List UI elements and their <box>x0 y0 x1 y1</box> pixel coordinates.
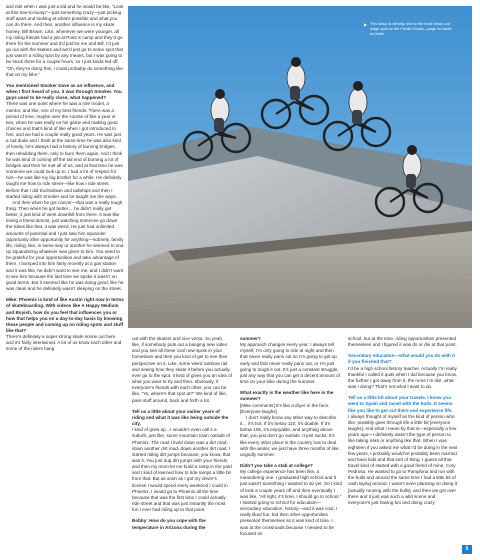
answer-paragraph: And then when he got cancer—that was a really tough thing. Then when he got better… he didn’t really get better, it just kind of went downhill from there. It was like losing a friend almost, just watching someone go down the tubes like that, it was weird. He just had unlimited amounts of potential and I just saw him squander opportunity after opportunity for anything—sobriety, family life, riding, like, in some way or another he seemed to end up squandering whatever was given to him. You need to be grateful for your opportunities and take advantage of them. I bumped into him fairly recently at a gas station and it was like, he didn’t want to see me, and I didn’t want to see him because the last time we spoke it wasn’t on good terms. But it seemed like he was doing good, like he was clean and he definitely wasn’t sleeping on the street. <box>6 199 124 292</box>
interview-question: Bobby: How do you cope with the temperature in Arizona during the <box>132 518 206 530</box>
interview-question: Didn’t you take a stab at college? <box>240 462 313 468</box>
interview-question: Tell us a little bit about your travels. I know you went to Spain and raced with the bulls. It seems like you like to get out there and experience life. <box>348 395 453 413</box>
interview-question: You mentioned Smoker Dave as an influence, and when I first heard of you, it was through Smoker. You guys used to be really close, what happened? <box>6 82 122 101</box>
answer-paragraph: I always thought of myself as the kind of person who like, possibly goes through life a little bit [everyone laughs]. And what I mean by that is—especially a few years ago—I definitely wasn’t the type of person to like taking risks or anything like that. When I was eighteen if you asked me what I’d be doing in the next few years, I probably would’ve probably been married and have kids and that sort of thing. I guess all that travel kind of started with a good friend of mine, Cory Pedrosa. He wanted to go to Pamplona and run with the bulls and around the same time I had a little bit of cash laying around. I wasn’t even planning on doing it [actually running with the bulls], and then we got over there and it just was such a wild scene and everyone’s just having fun and doing crazy <box>348 413 458 505</box>
interview-question: Mike: Phoenix is kind of like Austin right now in terms of skateboarding. With videos like A Happy Medium and Boyish, how do you feel that influences you or how that helps you on a day-to-day basis by knowing these people and coming up on riding spots and stuff like that? <box>6 297 124 333</box>
interview-question: summer? <box>240 336 261 341</box>
answer-paragraph: My college experience has been like, a meandering one. I graduated high school and it just wasn’t something I wanted to do yet. So I kind of took a couple years off and then eventually I was like, “All right, it’s time, I should go to school.” I started going to school for education—secondary education, history—and it was cool, I really liked fun, but then other opportunities presented themselves so it was kind of time. I was at the crossroads because I needed to be focused on <box>240 469 342 536</box>
article-column-4 <box>348 336 458 506</box>
answer-paragraph: [Mike comments] It’s like a dryer in the face. [Everyone laughs] <box>240 402 330 414</box>
answer-paragraph: There’s definitely a super strong skate scene out here and it’s fairly intertwined. A lot of us know each other and some of the riders hang <box>6 334 122 352</box>
interview-question: Tell us a little about your earlier years of riding and what it was like being outside the city. <box>132 408 229 427</box>
article-column-3 <box>240 336 342 537</box>
answer-paragraph: out with the skaters and vice versa. So yeah, like, if somebody puts out a banging new video and you see all these cool new spots in your hometown and then you kind of get to see their perspective on it. Like, some weird rainbow rail and seeing how they skate it before you actually ever go to the spot, it kind of gives you an idea of what you want to try and then, obviously, if everyone’s friends with each other, you can be like, “Yo, where’s that spot at?” We kind of like, pass stuff around, back and forth a lot. <box>132 336 232 403</box>
article-column-2 <box>132 336 232 531</box>
photo-caption: This setup is directly next to the most blown-out ledge spot on the Pacific Ocean—page no booth no limits <box>370 22 452 36</box>
interview-question: Secondary education—what would you do with it if you finished that? <box>348 353 455 365</box>
page-number: 5 <box>462 545 472 554</box>
interview-question: What exactly is the weather like here in the summer? <box>240 390 334 402</box>
caption-arrow-icon: ▶ <box>364 22 368 27</box>
answer-paragraph: My approach changes every year. I always tell myself, I’m only going to ride at night and then that never really pans out so I’m going to get up early and that never really pans out, or I’m just going to tough it out. It’s just a constant struggle, just any way that you can get a decent amount of time on your bike during the summer. <box>240 342 340 385</box>
multi-exposure-image <box>128 6 472 328</box>
answer-paragraph: I kind of grew up…I wouldn’t even call it a suburb, just like, some mountain town outside of Phoenix. The road I lived down was a dirt road, down another dirt road, down another dirt road. I started riding dirt jumps because, you know, that was it. You just dug dirt jumps with your friends and then my mom let me build a ramp in the yard and I kind of learned how to ride ramps a little bit from that. But as soon as I got my driver’s license I would spend every weekend I could in Phoenix. I would go to Phoenix all the time because that was the first time I could actually ride street and that was just instantly the most fun I ever had riding up to that point. <box>132 427 232 513</box>
article-column-1 <box>6 4 124 353</box>
answer-paragraph: school, but at the time, riding opportunities presented themselves and I figured it was do or die at that point. <box>348 336 457 348</box>
bmx-rider-photo <box>128 6 472 328</box>
answer-paragraph: There was one point where he was a role model, a mentor, and like, one of my best friends. There was a period of time, maybe over the course of like a year or two, when he was really on his game and making good choices and that’s kind of like when I got introduced to him, and we had a couple really good years. He was just a rad dude and I think at the same time he was also kind of lonely, he’s always had a history of burning bridges, then rebuilding them, only to burn them again. And I think he was kind of coming off the tail end of burning a lot of bridges and then he met all of us, and at that time he was someone we could look up to. I had a lot of respect for him—he was like my big brother for a while. He definitely taught me how to ride street—like how I ride street. Before that I did trucksdown and tailwhips and then I started riding with Smoker and he taught me the ways. <box>6 101 123 199</box>
answer-paragraph: and ride when I was just a kid and he would be like, “Look at this tree-to-bump”—just something crazy—just picking stuff apart and looking at what’s possible and what you can do there. And then, another influence is my skate homey, Bill Brown. Like, whenever we were younger, all my riding friends had a job at Point X camp and they’d go there for the summer and it’d just be me and Bill. I’d just go out with the skaters and we’d just go to some spot that just wasn’t a riding spot by any means, but I was going to be stuck there for a couple hours, so I just kinda fed off, “Oh, they’re doing this, I could probably do something like that on my bike.” <box>6 4 124 77</box>
answer-paragraph: I don’t really know any other way to describe it… it’s hot. If it’s below 110, it’s doable. If it’s below 105, it’s enjoyable, and anything above that, you just don’t go outside. It just sucks. It’s like every other place in the country has to deal with the winter, we just have three months of like, ungodly summer. <box>240 414 340 457</box>
answer-paragraph: I’d be a high school history teacher. Actually I’m really thankful I called it quits when I did because you know, the further I get away from it, the more I’m like, what was I doing? That’s not what I want to do. <box>348 365 458 390</box>
